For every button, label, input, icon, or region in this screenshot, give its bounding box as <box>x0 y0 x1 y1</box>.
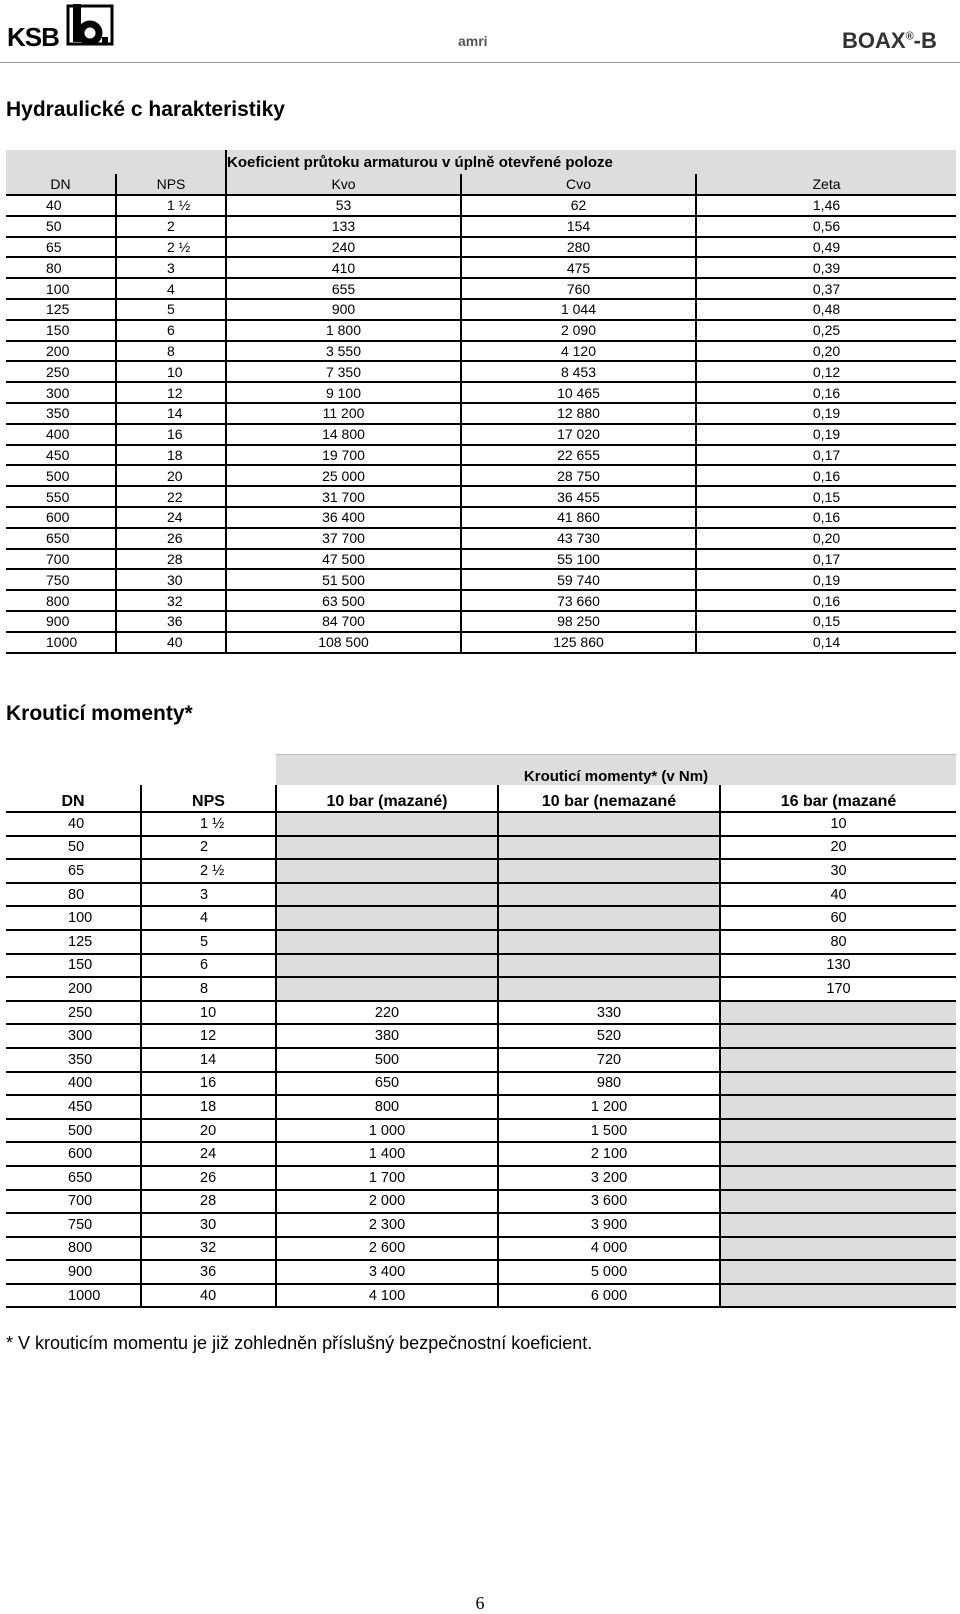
cell-10bar-unlubricated <box>498 859 720 883</box>
cell-zeta: 0,37 <box>696 278 956 299</box>
cell-zeta: 0,19 <box>696 424 956 445</box>
cell-dn: 750 <box>6 569 116 590</box>
cell-cvo: 475 <box>461 257 696 278</box>
cell-10bar-lubricated: 1 700 <box>276 1166 498 1190</box>
column-header-10bar-unlubricated: 10 bar (nemazané <box>498 785 720 812</box>
registered-mark: ® <box>905 30 914 43</box>
cell-zeta: 0,17 <box>696 445 956 466</box>
cell-nps: 3 <box>141 883 276 907</box>
cell-dn: 400 <box>6 424 116 445</box>
cell-zeta: 0,19 <box>696 403 956 424</box>
cell-10bar-unlubricated <box>498 930 720 954</box>
cell-dn: 150 <box>6 320 116 341</box>
cell-zeta: 0,17 <box>696 549 956 570</box>
table-row <box>6 486 956 507</box>
torque-group-header: Krouticí momenty* (v Nm) <box>276 755 956 786</box>
table-row <box>6 424 956 445</box>
cell-zeta: 0,16 <box>696 590 956 611</box>
cell-kvo: 655 <box>226 278 461 299</box>
cell-nps: 32 <box>141 1237 276 1261</box>
cell-zeta: 0,20 <box>696 341 956 362</box>
cell-nps: 36 <box>116 611 226 632</box>
cell-dn: 600 <box>6 1142 141 1166</box>
hydraulic-table <box>6 150 956 654</box>
table-row <box>6 382 956 403</box>
cell-nps: 4 <box>141 906 276 930</box>
cell-nps: 5 <box>116 299 226 320</box>
table-row <box>6 549 956 570</box>
cell-dn: 50 <box>6 216 116 237</box>
cell-nps: 26 <box>141 1166 276 1190</box>
cell-10bar-lubricated <box>276 906 498 930</box>
cell-cvo: 2 090 <box>461 320 696 341</box>
cell-10bar-lubricated <box>276 930 498 954</box>
cell-kvo: 900 <box>226 299 461 320</box>
table-row <box>6 403 956 424</box>
cell-kvo: 108 500 <box>226 632 461 653</box>
cell-10bar-unlubricated: 520 <box>498 1024 720 1048</box>
cell-10bar-lubricated <box>276 859 498 883</box>
caption-spacer <box>116 150 226 174</box>
table-row <box>6 611 956 632</box>
cell-nps: 30 <box>141 1213 276 1237</box>
hydraulic-caption: Koeficient průtoku armaturou v úplně otevřené poloze <box>226 150 956 174</box>
cell-kvo: 47 500 <box>226 549 461 570</box>
cell-cvo: 73 660 <box>461 590 696 611</box>
column-header-cvo: Cvo <box>461 174 696 195</box>
cell-kvo: 31 700 <box>226 486 461 507</box>
cell-cvo: 760 <box>461 278 696 299</box>
cell-10bar-unlubricated: 3 600 <box>498 1190 720 1214</box>
cell-nps: 14 <box>116 403 226 424</box>
cell-nps: 2 ½ <box>141 859 276 883</box>
cell-dn: 500 <box>6 465 116 486</box>
table-row <box>6 1095 956 1119</box>
cell-cvo: 41 860 <box>461 507 696 528</box>
cell-10bar-unlubricated: 720 <box>498 1048 720 1072</box>
cell-kvo: 53 <box>226 195 461 216</box>
cell-nps: 2 <box>116 216 226 237</box>
cell-16bar-lubricated <box>720 1237 956 1261</box>
hydraulic-header-row <box>6 174 956 195</box>
product-suffix: -B <box>913 28 937 53</box>
cell-kvo: 3 550 <box>226 341 461 362</box>
cell-dn: 125 <box>6 299 116 320</box>
cell-dn: 40 <box>6 195 116 216</box>
cell-16bar-lubricated <box>720 1048 956 1072</box>
column-header-nps: NPS <box>116 174 226 195</box>
cell-zeta: 0,49 <box>696 237 956 258</box>
cell-dn: 40 <box>6 812 141 836</box>
cell-cvo: 10 465 <box>461 382 696 403</box>
torque-section-title: Krouticí momenty* <box>6 702 193 725</box>
cell-dn: 600 <box>6 507 116 528</box>
table-row <box>6 1284 956 1308</box>
cell-16bar-lubricated: 10 <box>720 812 956 836</box>
cell-10bar-lubricated: 650 <box>276 1072 498 1096</box>
cell-10bar-unlubricated <box>498 906 720 930</box>
cell-zeta: 0,16 <box>696 507 956 528</box>
cell-16bar-lubricated <box>720 1072 956 1096</box>
cell-10bar-lubricated <box>276 954 498 978</box>
table-row <box>6 1048 956 1072</box>
cell-10bar-lubricated: 3 400 <box>276 1260 498 1284</box>
cell-16bar-lubricated <box>720 1024 956 1048</box>
cell-nps: 18 <box>141 1095 276 1119</box>
torque-table <box>6 754 956 1308</box>
cell-10bar-lubricated: 2 300 <box>276 1213 498 1237</box>
cell-nps: 8 <box>141 977 276 1001</box>
table-row <box>6 569 956 590</box>
table-row <box>6 1119 956 1143</box>
table-row <box>6 465 956 486</box>
table-row <box>6 1142 956 1166</box>
cell-dn: 450 <box>6 1095 141 1119</box>
cell-nps: 10 <box>141 1001 276 1025</box>
cell-nps: 20 <box>141 1119 276 1143</box>
cell-dn: 250 <box>6 1001 141 1025</box>
cell-zeta: 0,39 <box>696 257 956 278</box>
cell-nps: 18 <box>116 445 226 466</box>
table-row <box>6 1260 956 1284</box>
cell-dn: 650 <box>6 1166 141 1190</box>
table-row <box>6 930 956 954</box>
table-row <box>6 361 956 382</box>
cell-nps: 22 <box>116 486 226 507</box>
cell-dn: 250 <box>6 361 116 382</box>
cell-nps: 16 <box>141 1072 276 1096</box>
cell-zeta: 0,15 <box>696 486 956 507</box>
cell-nps: 24 <box>116 507 226 528</box>
cell-nps: 40 <box>141 1284 276 1308</box>
column-header-10bar-lubricated: 10 bar (mazané) <box>276 785 498 812</box>
cell-16bar-lubricated <box>720 1095 956 1119</box>
cell-cvo: 125 860 <box>461 632 696 653</box>
cell-cvo: 1 044 <box>461 299 696 320</box>
cell-16bar-lubricated <box>720 1190 956 1214</box>
cell-zeta: 0,19 <box>696 569 956 590</box>
cell-zeta: 0,16 <box>696 465 956 486</box>
cell-16bar-lubricated <box>720 1260 956 1284</box>
cell-zeta: 0,15 <box>696 611 956 632</box>
cell-10bar-unlubricated <box>498 812 720 836</box>
cell-dn: 80 <box>6 257 116 278</box>
cell-dn: 80 <box>6 883 141 907</box>
hydraulic-section-title: Hydraulické c harakteristiky <box>6 98 285 121</box>
cell-10bar-lubricated: 1 000 <box>276 1119 498 1143</box>
table-row <box>6 237 956 258</box>
cell-nps: 4 <box>116 278 226 299</box>
cell-dn: 800 <box>6 1237 141 1261</box>
cell-dn: 200 <box>6 977 141 1001</box>
table-row <box>6 859 956 883</box>
cell-dn: 1000 <box>6 632 116 653</box>
cell-dn: 300 <box>6 1024 141 1048</box>
table-row <box>6 1072 956 1096</box>
cell-nps: 5 <box>141 930 276 954</box>
cell-nps: 3 <box>116 257 226 278</box>
cell-dn: 350 <box>6 1048 141 1072</box>
cell-dn: 100 <box>6 906 141 930</box>
cell-cvo: 8 453 <box>461 361 696 382</box>
cell-16bar-lubricated <box>720 1119 956 1143</box>
cell-10bar-lubricated: 2 600 <box>276 1237 498 1261</box>
cell-10bar-unlubricated: 6 000 <box>498 1284 720 1308</box>
cell-zeta: 0,16 <box>696 382 956 403</box>
torque-body <box>6 812 956 1307</box>
cell-dn: 500 <box>6 1119 141 1143</box>
cell-dn: 350 <box>6 403 116 424</box>
table-row <box>6 954 956 978</box>
caption-spacer <box>6 150 116 174</box>
cell-nps: 30 <box>116 569 226 590</box>
cell-cvo: 12 880 <box>461 403 696 424</box>
cell-nps: 28 <box>141 1190 276 1214</box>
hydraulic-caption-row <box>6 150 956 174</box>
cell-10bar-unlubricated: 330 <box>498 1001 720 1025</box>
cell-kvo: 63 500 <box>226 590 461 611</box>
cell-dn: 300 <box>6 382 116 403</box>
cell-cvo: 154 <box>461 216 696 237</box>
cell-10bar-unlubricated <box>498 977 720 1001</box>
table-row <box>6 836 956 860</box>
cell-10bar-unlubricated <box>498 954 720 978</box>
column-header-zeta: Zeta <box>696 174 956 195</box>
table-row <box>6 216 956 237</box>
table-row <box>6 632 956 653</box>
cell-cvo: 59 740 <box>461 569 696 590</box>
table-row <box>6 320 956 341</box>
cell-cvo: 55 100 <box>461 549 696 570</box>
cell-16bar-lubricated: 60 <box>720 906 956 930</box>
cell-16bar-lubricated <box>720 1142 956 1166</box>
cell-nps: 10 <box>116 361 226 382</box>
ksb-logo: KSB <box>7 22 59 52</box>
table-row <box>6 507 956 528</box>
column-header-kvo: Kvo <box>226 174 461 195</box>
cell-dn: 200 <box>6 341 116 362</box>
table-row <box>6 1190 956 1214</box>
cell-dn: 900 <box>6 611 116 632</box>
cell-zeta: 0,14 <box>696 632 956 653</box>
cell-kvo: 14 800 <box>226 424 461 445</box>
table-row <box>6 278 956 299</box>
cell-10bar-lubricated <box>276 836 498 860</box>
cell-nps: 1 ½ <box>116 195 226 216</box>
product-name <box>842 28 937 54</box>
cell-dn: 650 <box>6 528 116 549</box>
cell-kvo: 1 800 <box>226 320 461 341</box>
column-header-dn: DN <box>6 785 141 812</box>
table-row <box>6 906 956 930</box>
cell-10bar-unlubricated: 980 <box>498 1072 720 1096</box>
cell-kvo: 19 700 <box>226 445 461 466</box>
cell-nps: 6 <box>116 320 226 341</box>
cell-cvo: 98 250 <box>461 611 696 632</box>
cell-10bar-lubricated: 2 000 <box>276 1190 498 1214</box>
cell-zeta: 1,46 <box>696 195 956 216</box>
cell-zeta: 0,25 <box>696 320 956 341</box>
cell-cvo: 43 730 <box>461 528 696 549</box>
cell-kvo: 7 350 <box>226 361 461 382</box>
cell-kvo: 240 <box>226 237 461 258</box>
cell-cvo: 62 <box>461 195 696 216</box>
cell-dn: 700 <box>6 549 116 570</box>
torque-header-row <box>6 785 956 812</box>
cell-dn: 50 <box>6 836 141 860</box>
cell-nps: 40 <box>116 632 226 653</box>
cell-16bar-lubricated <box>720 1166 956 1190</box>
cell-dn: 550 <box>6 486 116 507</box>
cell-kvo: 36 400 <box>226 507 461 528</box>
cell-dn: 800 <box>6 590 116 611</box>
cell-16bar-lubricated <box>720 1284 956 1308</box>
cell-nps: 6 <box>141 954 276 978</box>
cell-dn: 700 <box>6 1190 141 1214</box>
cell-10bar-unlubricated: 3 200 <box>498 1166 720 1190</box>
cell-10bar-lubricated: 220 <box>276 1001 498 1025</box>
cell-zeta: 0,20 <box>696 528 956 549</box>
table-row <box>6 1001 956 1025</box>
cell-nps: 12 <box>116 382 226 403</box>
cell-16bar-lubricated <box>720 1001 956 1025</box>
cell-cvo: 4 120 <box>461 341 696 362</box>
cell-10bar-lubricated <box>276 883 498 907</box>
cell-kvo: 37 700 <box>226 528 461 549</box>
cell-cvo: 17 020 <box>461 424 696 445</box>
cell-kvo: 84 700 <box>226 611 461 632</box>
cell-nps: 2 <box>141 836 276 860</box>
table-row <box>6 812 956 836</box>
cell-dn: 1000 <box>6 1284 141 1308</box>
cell-10bar-unlubricated <box>498 883 720 907</box>
cell-kvo: 51 500 <box>226 569 461 590</box>
cell-10bar-unlubricated <box>498 836 720 860</box>
cell-cvo: 28 750 <box>461 465 696 486</box>
cell-10bar-unlubricated: 2 100 <box>498 1142 720 1166</box>
cell-cvo: 36 455 <box>461 486 696 507</box>
cell-dn: 450 <box>6 445 116 466</box>
group-spacer <box>141 755 276 786</box>
cell-16bar-lubricated: 20 <box>720 836 956 860</box>
footnote: * V krouticím momentu je již zohledněn příslušný bezpečnostní koeficient. <box>6 1333 593 1353</box>
cell-cvo: 280 <box>461 237 696 258</box>
table-row <box>6 1024 956 1048</box>
cell-zeta: 0,48 <box>696 299 956 320</box>
page-number: 6 <box>475 1593 485 1613</box>
table-row <box>6 977 956 1001</box>
cell-nps: 12 <box>141 1024 276 1048</box>
cell-kvo: 410 <box>226 257 461 278</box>
table-row <box>6 299 956 320</box>
table-row <box>6 1213 956 1237</box>
cell-dn: 100 <box>6 278 116 299</box>
cell-nps: 36 <box>141 1260 276 1284</box>
cell-zeta: 0,56 <box>696 216 956 237</box>
table-row <box>6 528 956 549</box>
cell-16bar-lubricated: 30 <box>720 859 956 883</box>
cell-10bar-lubricated <box>276 812 498 836</box>
group-spacer <box>6 755 141 786</box>
cell-10bar-lubricated: 380 <box>276 1024 498 1048</box>
hydraulic-body <box>6 195 956 653</box>
column-header-dn: DN <box>6 174 116 195</box>
cell-nps: 32 <box>116 590 226 611</box>
cell-dn: 900 <box>6 1260 141 1284</box>
cell-16bar-lubricated: 170 <box>720 977 956 1001</box>
table-row <box>6 883 956 907</box>
amri-logo: amri <box>458 33 488 49</box>
cell-dn: 400 <box>6 1072 141 1096</box>
cell-dn: 150 <box>6 954 141 978</box>
cell-nps: 24 <box>141 1142 276 1166</box>
cell-nps: 1 ½ <box>141 812 276 836</box>
cell-10bar-unlubricated: 3 900 <box>498 1213 720 1237</box>
cell-kvo: 11 200 <box>226 403 461 424</box>
cell-10bar-lubricated: 800 <box>276 1095 498 1119</box>
table-row <box>6 590 956 611</box>
cell-10bar-unlubricated: 5 000 <box>498 1260 720 1284</box>
cell-cvo: 22 655 <box>461 445 696 466</box>
cell-kvo: 133 <box>226 216 461 237</box>
cell-16bar-lubricated: 40 <box>720 883 956 907</box>
cell-nps: 2 ½ <box>116 237 226 258</box>
cell-nps: 8 <box>116 341 226 362</box>
cell-nps: 26 <box>116 528 226 549</box>
page-header <box>0 0 960 63</box>
cell-nps: 16 <box>116 424 226 445</box>
amri-b-logo-icon <box>64 2 116 48</box>
cell-10bar-unlubricated: 1 200 <box>498 1095 720 1119</box>
cell-nps: 14 <box>141 1048 276 1072</box>
cell-10bar-lubricated: 500 <box>276 1048 498 1072</box>
column-header-16bar-lubricated: 16 bar (mazané <box>720 785 956 812</box>
torque-group-row <box>6 755 956 786</box>
cell-10bar-unlubricated: 1 500 <box>498 1119 720 1143</box>
cell-kvo: 9 100 <box>226 382 461 403</box>
cell-dn: 750 <box>6 1213 141 1237</box>
cell-nps: 28 <box>116 549 226 570</box>
cell-10bar-lubricated: 4 100 <box>276 1284 498 1308</box>
cell-10bar-unlubricated: 4 000 <box>498 1237 720 1261</box>
cell-zeta: 0,12 <box>696 361 956 382</box>
cell-dn: 65 <box>6 237 116 258</box>
table-row <box>6 341 956 362</box>
cell-16bar-lubricated: 80 <box>720 930 956 954</box>
cell-10bar-lubricated: 1 400 <box>276 1142 498 1166</box>
cell-kvo: 25 000 <box>226 465 461 486</box>
cell-dn: 125 <box>6 930 141 954</box>
table-row <box>6 445 956 466</box>
cell-10bar-lubricated <box>276 977 498 1001</box>
table-row <box>6 257 956 278</box>
table-row <box>6 1166 956 1190</box>
cell-16bar-lubricated: 130 <box>720 954 956 978</box>
column-header-nps: NPS <box>141 785 276 812</box>
cell-nps: 20 <box>116 465 226 486</box>
cell-dn: 65 <box>6 859 141 883</box>
cell-16bar-lubricated <box>720 1213 956 1237</box>
table-row <box>6 1237 956 1261</box>
table-row <box>6 195 956 216</box>
product-brand: BOAX <box>842 28 906 53</box>
